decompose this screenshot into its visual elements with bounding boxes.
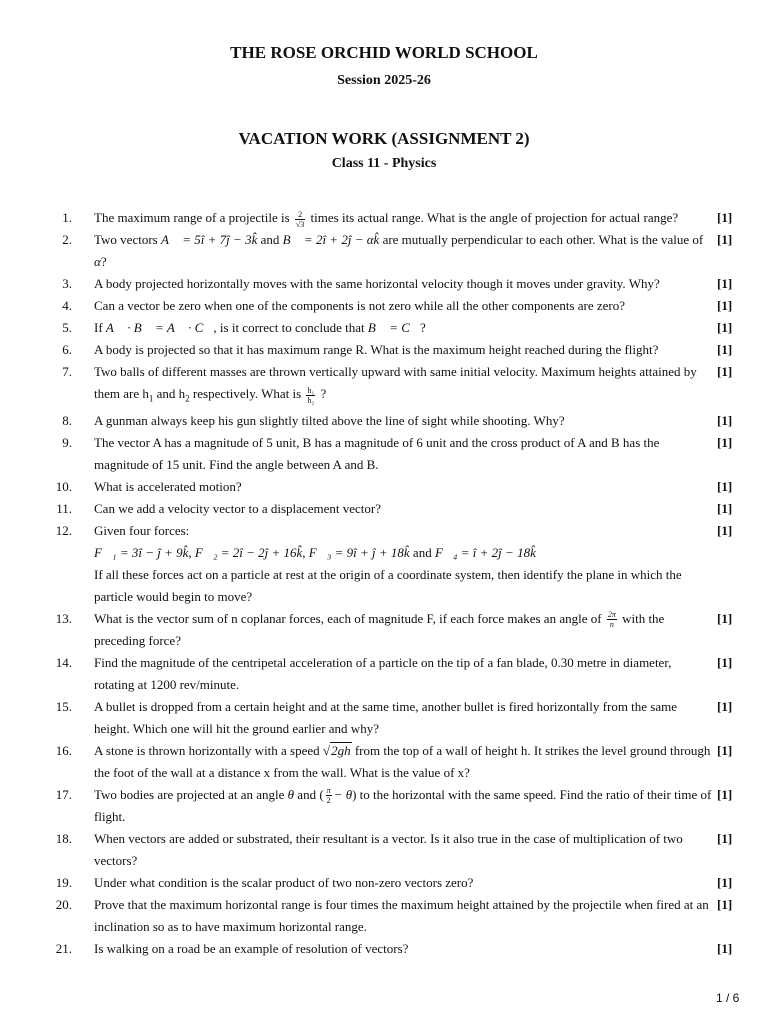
question-17: [0, 784, 768, 828]
marks: [1]: [717, 232, 733, 247]
question-text: A body is projected so that it has maximum range R. What is the maximum height reached during the flight?: [94, 342, 659, 357]
marks: [1]: [717, 320, 733, 335]
text-part: and (: [297, 786, 324, 802]
question-number: 10.: [55, 478, 72, 494]
question-text: [94, 207, 712, 229]
text-part: If: [94, 320, 103, 335]
question-number: 1.: [62, 210, 72, 225]
numerator: π: [326, 786, 331, 796]
question-number: 15.: [55, 698, 72, 714]
marks: [1]: [717, 610, 733, 626]
question-1: [0, 207, 768, 229]
question-text: [94, 520, 712, 608]
question-21: [0, 938, 768, 960]
question-text: A bullet is dropped from a certain height and at the same time, another bullet is fired horizontally from the same height. Which one will hit the ground earlier and why?: [94, 698, 678, 736]
text-part: Two balls of different masses are thrown vertically upward with same initial velocity. Maximum heights attained by them are h: [94, 364, 697, 401]
vector-equation: A⃗ = 5î + 7ĵ − 3k̂: [160, 232, 258, 247]
text-part: with the preceding force?: [94, 610, 665, 648]
question-18: [0, 828, 768, 872]
question-number: 18.: [55, 830, 72, 846]
text-part: If all these forces act on a particle at rest at the origin of a coordinate system, then identify the plane in which the particle would begin to move?: [94, 566, 682, 604]
sqrt-sign: √: [322, 742, 331, 758]
text-part: and: [260, 232, 280, 247]
school-name: THE ROSE ORCHID WORLD SCHOOL: [230, 43, 538, 62]
numerator: 2: [295, 210, 305, 220]
text-part: What is the vector sum of n coplanar forces, each of magnitude F, if each force makes an angle of: [94, 610, 602, 626]
question-15: [0, 696, 768, 740]
marks: [1]: [717, 896, 733, 912]
marks: [1]: [717, 522, 733, 538]
marks: [1]: [717, 786, 733, 802]
question-13: [0, 608, 768, 652]
assignment-title: VACATION WORK (ASSIGNMENT 2): [238, 129, 530, 148]
question-number: 3.: [62, 276, 72, 291]
class-subject: Class 11 - Physics: [331, 156, 437, 171]
text-part: respectively. What is: [192, 386, 302, 401]
question-number: 17.: [55, 786, 72, 802]
text-part: Two vectors: [94, 232, 158, 247]
question-text: Under what condition is the scalar product of two non-zero vectors zero?: [94, 874, 474, 890]
question-10: [0, 476, 768, 498]
subscript: 2: [185, 393, 190, 404]
fraction: [306, 386, 315, 405]
force-equation: F⃗₁ = 3î − ĵ + 9k̂: [94, 544, 189, 560]
question-text: Can a vector be zero when one of the components is not zero while all the other components are zero?: [94, 298, 625, 313]
numerator: h₁: [307, 385, 315, 395]
force-equation: F⃗₃ = 9î + ĵ + 18k̂: [308, 544, 410, 560]
marks: [1]: [717, 654, 733, 670]
symbol: α: [94, 254, 101, 269]
question-number: 7.: [62, 364, 72, 379]
vector-equation: B⃗ = 2î + 2ĵ − αk̂: [282, 232, 380, 247]
question-text: Prove that the maximum horizontal range is four times the maximum height attained by the projectile when fired at an inclination so as to have maximum horizontal range.: [94, 896, 709, 934]
question-text: When vectors are added or substrated, their resultant is a vector. Is it also true in the case of multiplication of two vectors?: [94, 830, 683, 868]
question-number: 12.: [55, 522, 72, 538]
question-6: [0, 339, 768, 361]
question-text: Can we add a velocity vector to a displacement vector?: [94, 500, 381, 516]
fraction: [326, 786, 332, 805]
question-text: [94, 317, 712, 339]
question-number: 13.: [55, 610, 72, 626]
question-number: 5.: [62, 320, 72, 335]
text-part: ?: [100, 254, 107, 269]
text-part: ?: [320, 386, 327, 401]
numerator: 2π: [607, 610, 616, 620]
question-5: [0, 317, 768, 339]
text-part: , is it correct to conclude that: [213, 320, 365, 335]
question-16: [0, 740, 768, 784]
radicand: 2gh: [331, 742, 351, 758]
question-20: [0, 894, 768, 938]
text-part: ) to the horizontal with the same speed. Find the ratio of their time of flight.: [94, 786, 712, 824]
question-text: The vector A has a magnitude of 5 unit, B has a magnitude of 6 unit and the cross product of A and B has the magnitude of 15 unit. Find the angle between A and B.: [94, 434, 660, 472]
marks: [1]: [717, 342, 733, 357]
question-number: 9.: [62, 434, 72, 450]
question-number: 20.: [55, 896, 72, 912]
marks: [1]: [717, 500, 733, 516]
question-7: [0, 361, 768, 410]
marks: [1]: [717, 434, 733, 450]
question-number: 6.: [62, 342, 72, 357]
text-part: are mutually perpendicular to each other. What is the value of: [382, 232, 704, 247]
marks: [1]: [717, 742, 733, 758]
vector-equation: B⃗ = C⃗: [367, 320, 421, 335]
question-number: 21.: [55, 940, 72, 956]
forces-line: F⃗₁ = 3î − ĵ + 9k̂, F⃗₂ = 2î − 2ĵ + 16k̂, F⃗₃ = 9î + ĵ + 18k̂ and F⃗₄ = î + 2ĵ − 18k̂: [94, 544, 536, 560]
marks: [1]: [717, 940, 733, 956]
fraction: [607, 610, 617, 629]
question-text: A gunman always keep his gun slightly tilted above the line of sight while shooting. Why?: [94, 412, 565, 428]
question-text: A body projected horizontally moves with the same horizontal velocity though it moves under gravity. Why?: [94, 276, 660, 291]
question-3: [0, 273, 768, 295]
text-part: ?: [420, 320, 426, 335]
question-8: [0, 410, 768, 432]
text-part: and: [412, 544, 432, 560]
text-part: from the top of a wall of height h. It strikes the level ground through the foot of the wall at a distance x from the wall. What is the value of x?: [94, 742, 711, 780]
text-part: Given four forces:: [94, 522, 190, 538]
marks: [1]: [717, 276, 733, 291]
fraction: [295, 210, 305, 229]
question-2: [0, 229, 768, 273]
question-11: [0, 498, 768, 520]
session-label: Session 2025-26: [337, 73, 431, 88]
denominator: 2: [326, 796, 331, 806]
marks: [1]: [717, 830, 733, 846]
question-number: 16.: [55, 742, 72, 758]
question-text: Is walking on a road be an example of resolution of vectors?: [94, 940, 409, 956]
marks: [1]: [717, 412, 733, 428]
question-number: 2.: [62, 232, 72, 247]
question-text: [94, 740, 712, 784]
question-14: [0, 652, 768, 696]
text-part: Two bodies are projected at an angle: [94, 786, 285, 802]
question-text: What is accelerated motion?: [94, 478, 242, 494]
question-text: Find the magnitude of the centripetal acceleration of a particle on the tip of a fan blade, 0.30 metre in diameter, rotating at 1200 rev/minute.: [94, 654, 672, 692]
marks: [1]: [717, 364, 733, 379]
denominator: √3: [295, 219, 305, 229]
marks: [1]: [717, 298, 733, 313]
question-number: 8.: [62, 412, 72, 428]
vector-equation: A⃗ · B⃗ = A⃗ · C⃗: [105, 320, 214, 335]
question-4: [0, 295, 768, 317]
subscript: 1: [148, 393, 154, 404]
question-19: [0, 872, 768, 894]
symbol: θ: [287, 786, 295, 802]
math-expression: − θ: [333, 786, 353, 802]
marks: [1]: [717, 210, 733, 225]
question-text: [94, 361, 712, 410]
force-equation: F⃗₄ = î + 2ĵ − 18k̂: [434, 544, 536, 560]
text-part: A stone is thrown horizontally with a speed: [94, 742, 320, 758]
marks: [1]: [717, 874, 733, 890]
question-list: [0, 207, 768, 960]
force-equation: F⃗₂ = 2î − 2ĵ + 16k̂: [194, 544, 303, 560]
question-text: [94, 608, 712, 652]
text-part: times its actual range. What is the angle of projection for actual range?: [310, 210, 679, 225]
denominator: n: [609, 620, 614, 630]
marks: [1]: [717, 478, 733, 494]
marks: [1]: [717, 698, 733, 714]
question-number: 4.: [62, 298, 72, 313]
question-text: [94, 784, 712, 828]
text-part: and h: [156, 386, 186, 401]
question-text: [94, 229, 712, 273]
question-9: [0, 432, 768, 476]
question-number: 14.: [55, 654, 72, 670]
sqrt-expression: [323, 742, 352, 758]
question-12: [0, 520, 768, 608]
text-part: The maximum range of a projectile is: [94, 210, 290, 225]
denominator: h₂: [307, 395, 315, 405]
question-number: 11.: [56, 500, 72, 516]
question-number: 19.: [55, 874, 72, 890]
page-number: 1 / 6: [716, 991, 740, 1005]
